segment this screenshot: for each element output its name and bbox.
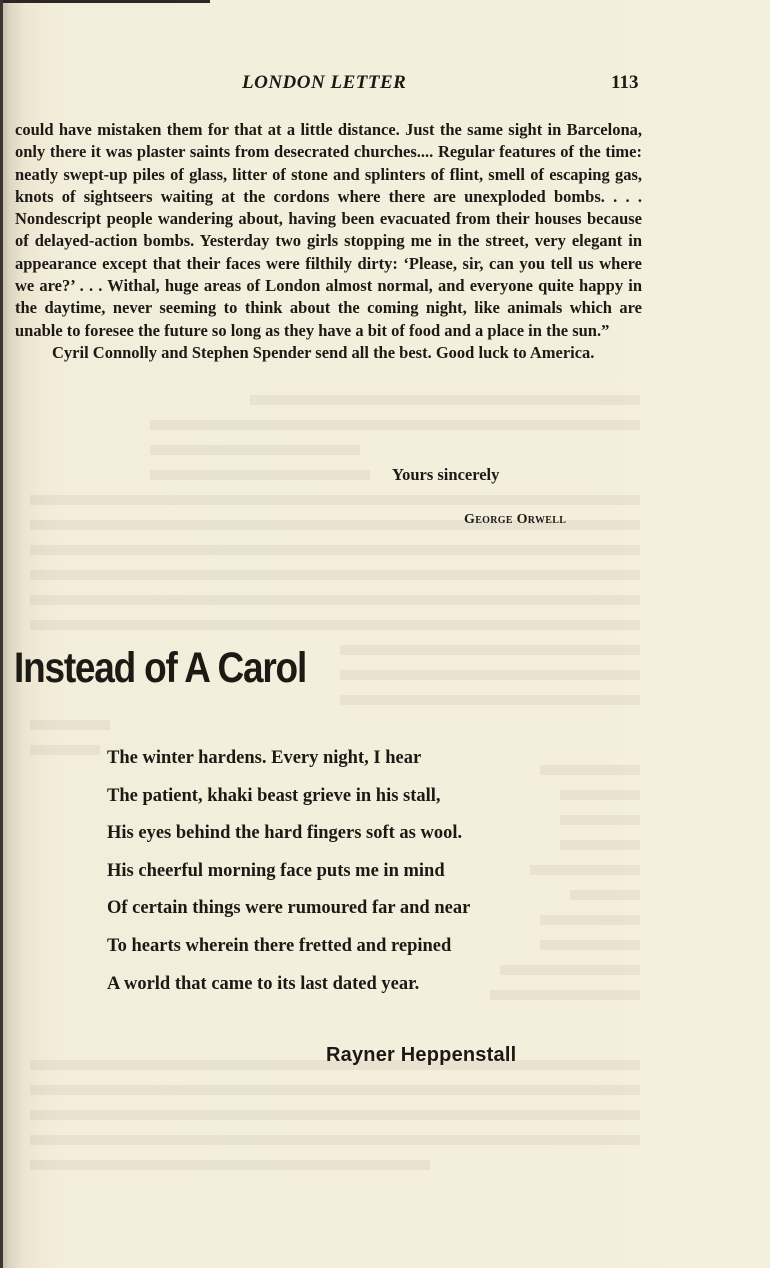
poem-line: To hearts wherein there fretted and repined — [107, 935, 452, 956]
poem-line: His cheerful morning face puts me in mind — [107, 860, 445, 881]
poem-line: The winter hardens. Every night, I hear — [107, 748, 422, 768]
poem-line: His eyes behind the hard fingers soft as wool. — [107, 823, 463, 844]
letter-closing: Yours sincerely — [392, 465, 500, 484]
page-binding-edge — [0, 0, 3, 1268]
poem-line: Of certain things were rumoured far and near — [107, 898, 471, 919]
poem-author: Rayner Heppenstall — [326, 1044, 517, 1066]
poem-title: Instead of A Carol — [14, 644, 307, 692]
letter-paragraph: could have mistaken them for that at a little distance. Just the same sight in Barcelona, only there it was plaster saints from desecrated churches.... Regular features of the time: neatly swept-up piles of glass, litter of stone and splinters of flint, smell of escaping gas, knots of sightseers waiting at the cordons where there are unexploded bombs. . . . Nondescript people wandering about, having been evacuated from their houses because of delayed-action bombs. Yesterday two girls stopping me in the street, very elegant in appearance except that their faces were filthily dirty: ‘Please, sir, can you tell us where we are?’ . . . Withal, huge areas of London almost normal, and everyone quite happy in the daytime, never seeming to think about the coming night, like animals which are unable to foresee the future so long as they have a bit of food and a place in the sun.” — [15, 120, 642, 340]
running-header — [0, 72, 770, 98]
poem-line: A world that came to its last dated year. — [107, 973, 420, 994]
letter-paragraph: Cyril Connolly and Stephen Spender send all the best. Good luck to America. — [52, 342, 595, 362]
letter-signature: George Orwell — [464, 512, 567, 527]
page-number: 113 — [611, 72, 639, 93]
letter-body — [15, 119, 642, 364]
poem-line: The patient, khaki beast grieve in his stall, — [107, 785, 441, 806]
page-top-edge — [0, 0, 210, 3]
running-title: LONDON LETTER — [242, 72, 407, 93]
poem-stanza — [107, 746, 470, 1009]
